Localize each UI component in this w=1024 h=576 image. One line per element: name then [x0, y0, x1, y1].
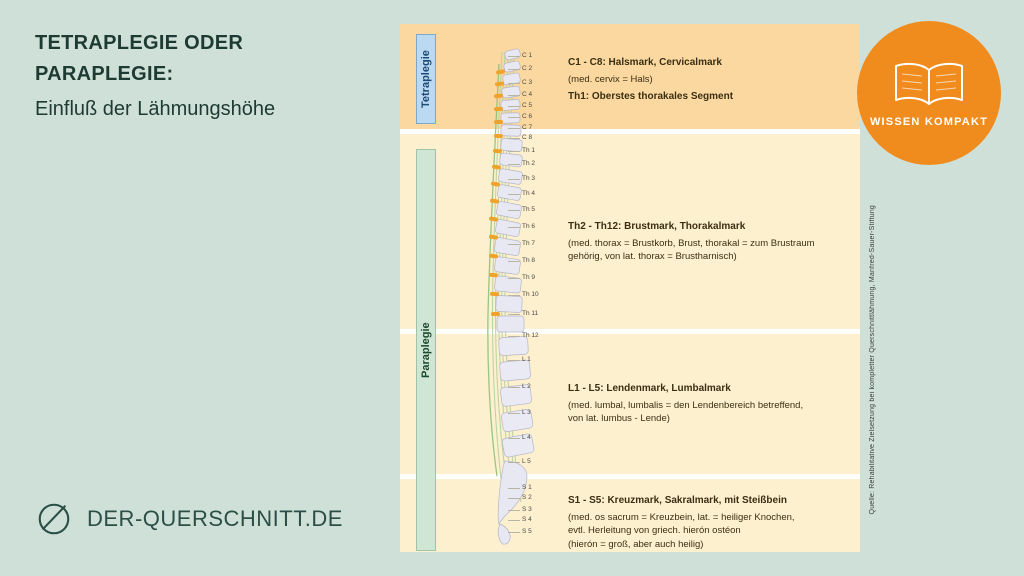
segment-label: L 5	[522, 458, 531, 465]
brand-label: DER-QUERSCHNITT.DE	[87, 506, 343, 531]
segment-label: L 1	[522, 356, 531, 363]
segment-tick	[508, 227, 520, 228]
segment-tick	[508, 56, 520, 57]
segment-label: Th 11	[522, 310, 539, 317]
segment-tick	[508, 244, 520, 245]
line-thoracic-2: gehörig, von lat. thorax = Brustharnisch)	[568, 251, 737, 263]
segment-label: Th 7	[522, 240, 536, 247]
text-block-thoracic	[568, 220, 848, 264]
left-panel	[0, 0, 400, 576]
segment-label: S 5	[522, 528, 532, 535]
segment-tick	[508, 106, 520, 107]
spine-illustration	[455, 24, 575, 552]
heading-lumbar: L1 - L5: Lendenmark, Lumbalmark	[568, 383, 731, 394]
segment-tick	[508, 360, 520, 361]
segment-tick	[508, 69, 520, 70]
line-lumbar-1: (med. lumbal, lumbalis = den Lendenbereich betreffend,	[568, 399, 804, 411]
segment-tick	[508, 117, 520, 118]
text-block-cervical	[568, 56, 843, 107]
line-cervical-1: (med. cervix = Hals)	[568, 73, 653, 85]
segment-label: S 1	[522, 484, 532, 491]
segment-label: L 2	[522, 383, 531, 390]
segment-tick	[508, 138, 520, 139]
segment-label: C 3	[522, 79, 533, 86]
spine-diagram	[400, 24, 860, 552]
open-book-icon	[886, 58, 972, 110]
segment-tick	[508, 387, 520, 388]
segment-label: C 1	[522, 52, 533, 59]
segment-label: L 3	[522, 409, 531, 416]
segment-label: C 6	[522, 113, 533, 120]
segment-tick	[508, 488, 520, 489]
segment-tick	[508, 295, 520, 296]
segment-tick	[508, 462, 520, 463]
segment-label: C 7	[522, 124, 533, 131]
segment-label: L 4	[522, 434, 531, 441]
segment-tick	[508, 83, 520, 84]
segment-label: C 8	[522, 134, 533, 141]
title-block	[35, 28, 375, 125]
line-sacral-1: (med. os sacrum = Kreuzbein, lat. = heiliger Knochen,	[568, 511, 795, 523]
heading-sacral: S1 - S5: Kreuzmark, Sakralmark, mit Steißbein	[568, 495, 787, 506]
segment-tick	[508, 498, 520, 499]
segment-tick	[508, 179, 520, 180]
segment-label: Th 8	[522, 257, 536, 264]
brand	[35, 500, 343, 538]
label-tetraplegia: Tetraplegie	[416, 34, 436, 124]
segment-tick	[508, 278, 520, 279]
line-sacral-3: (hierón = groß, aber auch heilig)	[568, 539, 704, 551]
title-line-1: TETRAPLEGIE ODER	[35, 32, 244, 54]
segment-label: Th 12	[522, 332, 539, 339]
line-lumbar-2: von lat. lumbus - Lende)	[568, 413, 670, 425]
segment-label: C 5	[522, 102, 533, 109]
segment-label: Th 9	[522, 274, 536, 281]
segment-tick	[508, 520, 520, 521]
title-line-2: PARAPLEGIE:	[35, 63, 174, 85]
line-sacral-2: evtl. Herleitung von griech. hierón ostéon	[568, 525, 741, 537]
text-block-sacral	[568, 494, 848, 552]
heading-thoracic: Th2 - Th12: Brustmark, Thorakalmark	[568, 221, 746, 232]
segment-label: Th 5	[522, 206, 536, 213]
heading-cervical: C1 - C8: Halsmark, Cervicalmark	[568, 57, 722, 68]
segment-tick	[508, 532, 520, 533]
segment-label: C 2	[522, 65, 533, 72]
badge-label: WISSEN KOMPAKT	[869, 116, 989, 128]
label-paraplegia: Paraplegie	[416, 149, 436, 551]
segment-label: Th 6	[522, 223, 536, 230]
segment-label: S 3	[522, 506, 532, 513]
segment-tick	[508, 261, 520, 262]
circle-slash-icon	[35, 500, 73, 538]
segment-tick	[508, 194, 520, 195]
segment-label: Th 1	[522, 147, 536, 154]
segment-tick	[508, 151, 520, 152]
wissen-kompakt-badge	[860, 24, 998, 162]
segment-label: Th 3	[522, 175, 536, 182]
source-credit: Quelle: Rehabilitative Zielsetzung bei kompletter Querschnittlähmung, Manfred-Sauer-Stiftung	[869, 205, 876, 515]
line-thoracic-1: (med. thorax = Brustkorb, Brust, thorakal = zum Brustraum	[568, 237, 815, 249]
segment-tick	[508, 314, 520, 315]
segment-tick	[508, 438, 520, 439]
segment-label: C 4	[522, 91, 533, 98]
segment-tick	[508, 336, 520, 337]
text-block-lumbar	[568, 382, 848, 426]
heading-cervical-th1: Th1: Oberstes thorakales Segment	[568, 91, 734, 103]
segment-label: Th 10	[522, 291, 539, 298]
page-subtitle: Einfluß der Lähmungshöhe	[35, 98, 276, 120]
segment-label: Th 2	[522, 160, 536, 167]
segment-tick	[508, 128, 520, 129]
segment-tick	[508, 95, 520, 96]
segment-tick	[508, 210, 520, 211]
segment-tick	[508, 413, 520, 414]
segment-tick	[508, 164, 520, 165]
segment-label: S 4	[522, 516, 532, 523]
segment-label: Th 4	[522, 190, 536, 197]
segment-label: S 2	[522, 494, 532, 501]
segment-tick	[508, 510, 520, 511]
